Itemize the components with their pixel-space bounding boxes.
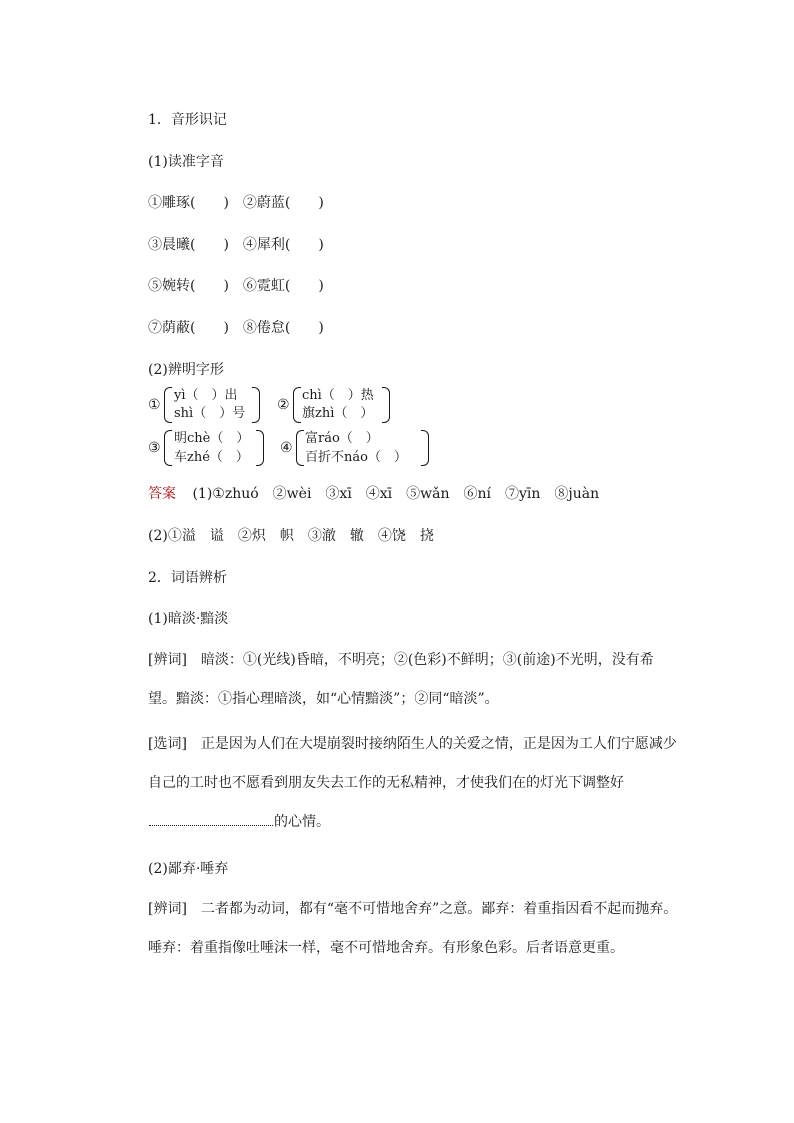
group-2-number: ② (277, 397, 290, 413)
group-1-close-brace (252, 387, 260, 423)
group-3-number: ③ (148, 440, 161, 456)
pronunciation-row-1: ①雕琢( ) ②蔚蓝( ) (148, 195, 324, 211)
group-4-number: ④ (280, 440, 293, 456)
section-title-2: 2．词语辨析 (148, 570, 227, 586)
group-1-top: yì（ ）出 (174, 388, 238, 403)
fill-blank[interactable] (149, 813, 273, 826)
answer-line-1 (148, 485, 599, 503)
xuanci-text: [选词] 正是因为人们在大堤崩裂时接纳陌生人的关爱之情，正是因为工人们宁愿减少自己的工时也不愿看到朋友失去工作的无私精神，才使我们在的灯光下调整好 (148, 736, 677, 791)
answer-label: 答案 (148, 486, 176, 502)
bianci-paragraph-2: [辨词] 二者都为动词，都有“毫不可惜地舍弃”之意。鄙弃：着重指因看不起而抛弃。唾弃：着重指像吐唾沫一样，毫不可惜地舍弃。有形象色彩。后者语意更重。 (148, 901, 678, 956)
group-2-brace (293, 387, 301, 423)
group-3-brace (164, 430, 172, 466)
pronunciation-row-2: ③晨曦( ) ④犀利( ) (148, 237, 324, 253)
xuanci-paragraph (148, 725, 678, 842)
word-pair-1: (1)暗淡·黯淡 (148, 611, 229, 627)
group-4-brace (296, 430, 304, 466)
group-3-top: 明chè（ ） (174, 431, 250, 446)
group-2-top: chì（ ）热 (302, 388, 374, 403)
group-2-bottom: 旗zhì（ ） (302, 406, 374, 421)
pronunciation-row-4: ⑦荫蔽( ) ⑧倦怠( ) (148, 320, 324, 336)
group-1-bottom: shì（ ）号 (174, 406, 246, 421)
subsection-character-form: (2)辨明字形 (148, 362, 224, 378)
xuanci-tail: 的心情。 (274, 814, 330, 830)
subsection-pronunciation: (1)读准字音 (148, 154, 224, 170)
group-4-top: 富ráo（ ） (305, 431, 379, 446)
group-4-close-brace (421, 430, 429, 466)
section-title-1: 1．音形识记 (148, 112, 227, 128)
group-4-bottom: 百折不náo（ ） (305, 450, 407, 465)
pronunciation-row-3: ⑤婉转( ) ⑥霓虹( ) (148, 278, 324, 294)
bianci-paragraph-1: [辨词] 暗淡：①(光线)昏暗，不明亮；②(色彩)不鲜明；③(前途)不光明，没有希望。黯淡：①指心理暗淡，如“心情黯淡”；②同“暗淡”。 (148, 652, 654, 707)
group-1-number: ① (148, 397, 161, 413)
answer-pronunciations: (1)①zhuó ②wèi ③xī ④xī ⑤wǎn ⑥ní ⑦yīn ⑧juàn (192, 486, 600, 502)
word-pair-2: (2)鄙弃·唾弃 (148, 861, 229, 877)
group-1-brace (164, 387, 172, 423)
group-2-close-brace (382, 387, 390, 423)
answer-line-2: (2)①溢 谥 ②炽 帜 ③澈 辙 ④饶 挠 (148, 528, 434, 544)
group-3-close-brace (256, 430, 264, 466)
group-3-bottom: 车zhé（ ） (174, 450, 249, 465)
